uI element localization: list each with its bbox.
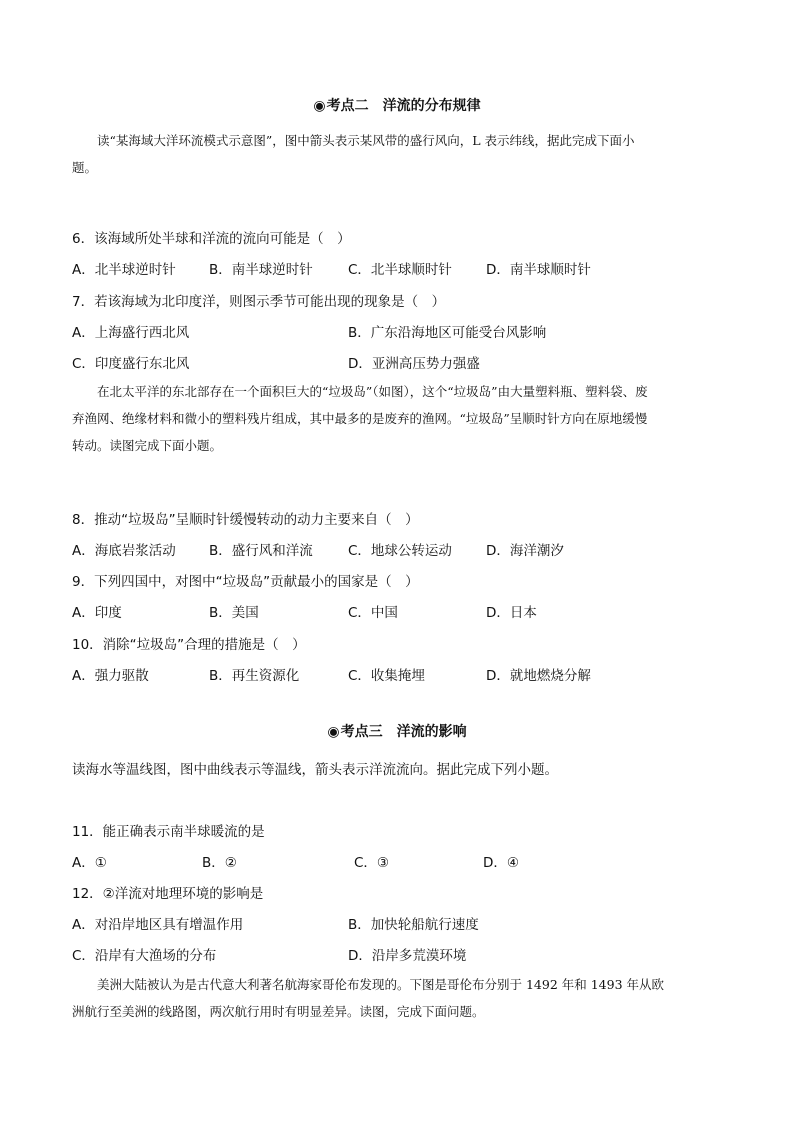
q6-option-a[interactable]: A．北半球逆时针 [72,262,176,278]
question-8-stem: 8．推动“垃圾岛”呈顺时针缓慢转动的动力主要来自（ ） [72,512,419,528]
q9-option-b[interactable]: B．美国 [209,605,259,621]
q8-option-d[interactable]: D．海洋潮汐 [486,543,564,559]
q9-option-c[interactable]: C．中国 [348,605,398,621]
q12-option-c[interactable]: C．沿岸有大渔场的分布 [72,948,217,964]
section-heading-2 [0,95,794,115]
q6-option-c[interactable]: C．北半球顺时针 [348,262,452,278]
q7-option-c[interactable]: C．印度盛行东北风 [72,356,190,372]
q8-option-a[interactable]: A．海底岩浆活动 [72,543,176,559]
q8-option-c[interactable]: C．地球公转运动 [348,543,452,559]
q10-option-c[interactable]: C．收集掩埋 [348,668,425,684]
q9-option-a[interactable]: A．印度 [72,605,122,621]
q7-option-b[interactable]: B．广东沿海地区可能受台风影响 [348,325,547,341]
question-12-stem: 12．②洋流对地理环境的影响是 [72,886,264,902]
q8-option-b[interactable]: B．盛行风和洋流 [209,543,313,559]
section-title: 考点三 洋流的影响 [340,724,467,740]
question-7-stem: 7．若该海域为北印度洋，则图示季节可能出现的现象是（ ） [72,294,446,310]
bullet-circle-icon: ◉ [313,98,326,114]
section-heading-3 [0,721,794,741]
q7-option-a[interactable]: A．上海盛行西北风 [72,325,190,341]
question-9-stem: 9．下列四国中，对图中“垃圾岛”贡献最小的国家是（ ） [72,574,419,590]
q6-option-d[interactable]: D．南半球顺时针 [486,262,591,278]
q9-option-d[interactable]: D．日本 [486,605,537,621]
intro-paragraph: 读“某海域大洋环流模式示意图”，图中箭头表示某风带的盛行风向，L 表示纬线，据此完成下面小 题。 [72,133,635,175]
garbage-island-passage: 在北太平洋的东北部存在一个面积巨大的“垃圾岛”（如图），这个“垃圾岛”由大量塑料瓶、塑料袋、废 弃渔网、绝缘材料和微小的塑料残片组成，其中最多的是废弃的渔网。“垃圾岛”呈顺时针方向在原地缓慢 转动。读图完成下面小题。 [72,384,648,453]
q11-option-a[interactable]: A．① [72,855,107,871]
q10-option-a[interactable]: A．强力驱散 [72,668,149,684]
q6-option-b[interactable]: B．南半球逆时针 [209,262,313,278]
q11-option-d[interactable]: D．④ [483,855,519,871]
q7-option-d[interactable]: D．亚洲高压势力强盛 [348,356,480,372]
q10-option-b[interactable]: B．再生资源化 [209,668,300,684]
columbus-passage: 美洲大陆被认为是古代意大利著名航海家哥伦布发现的。下图是哥伦布分别于 1492 年和 1493 年从欧 洲航行至美洲的线路图，两次航行用时有明显差异。读图，完成下面问题。 [72,977,665,1019]
question-11-stem: 11．能正确表示南半球暖流的是 [72,824,265,840]
question-10-stem: 10．消除“垃圾岛”合理的措施是（ ） [72,637,306,653]
q12-option-a[interactable]: A．对沿岸地区具有增温作用 [72,917,244,933]
bullet-circle-icon: ◉ [327,724,340,740]
q11-option-b[interactable]: B．② [202,855,237,871]
q11-option-c[interactable]: C．③ [354,855,390,871]
q12-option-d[interactable]: D．沿岸多荒漠环境 [348,948,467,964]
q12-option-b[interactable]: B．加快轮船航行速度 [348,917,479,933]
q10-option-d[interactable]: D．就地燃烧分解 [486,668,591,684]
section-3-intro: 读海水等温线图，图中曲线表示等温线，箭头表示洋流流向。据此完成下列小题。 [72,762,558,778]
question-6-stem: 6．该海域所处半球和洋流的流向可能是（ ） [72,231,351,247]
section-title: 考点二 洋流的分布规律 [326,98,481,114]
